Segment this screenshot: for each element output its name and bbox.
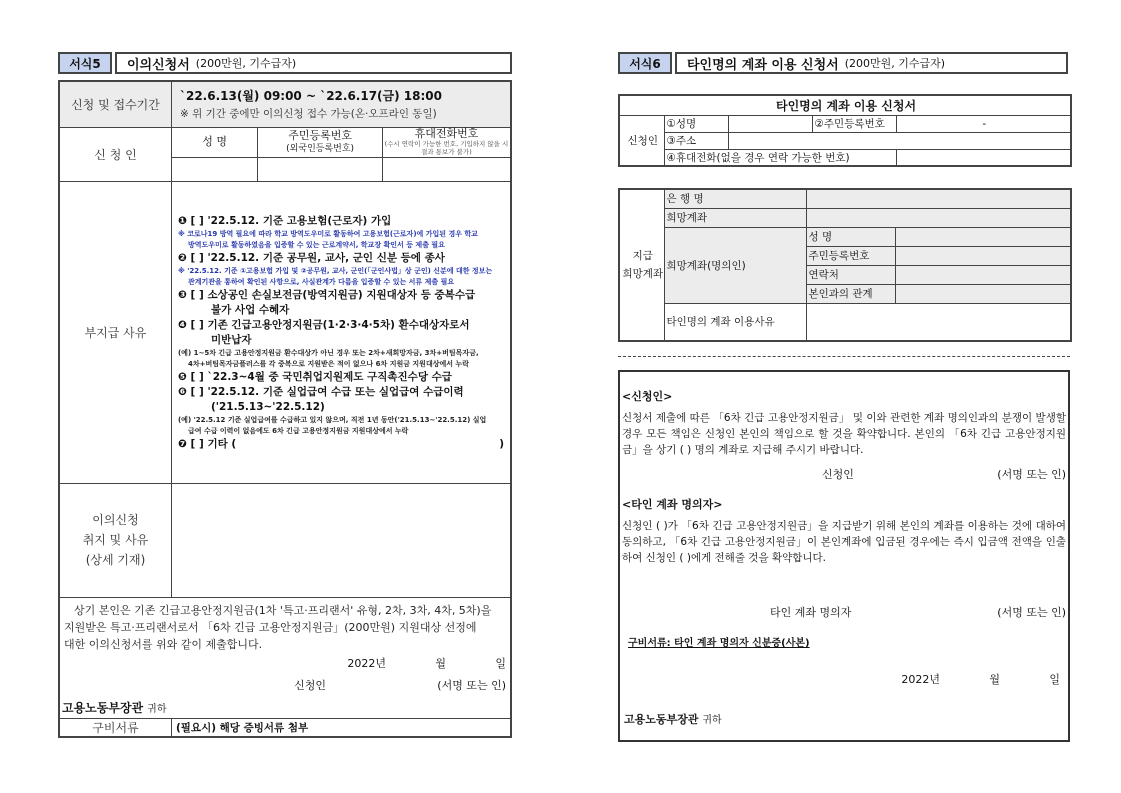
objection-label-1: 이의신청 [92, 513, 139, 527]
reason-text: 소상공인 손실보전금(방역지원금) 지원대상자 등 중복수급 [207, 288, 476, 301]
reason-text: `22.3~4월 중 국민취업지원제도 구직촉진수당 수급 [207, 370, 452, 383]
id-input[interactable]: - [896, 115, 1071, 132]
addressee-suffix: 귀하 [702, 715, 722, 726]
reasons-list [171, 181, 511, 483]
declaration-line-2: 지원받은 특고·프리랜서로서 「6차 긴급 고용안정지원금」(200만원) 지원대상 선정에 [64, 620, 477, 634]
date-year: 2022년 [901, 673, 940, 686]
num-7-icon: ❼ [177, 437, 187, 450]
signer-label: 신청인 [294, 678, 326, 692]
account-number-input[interactable] [806, 208, 1071, 227]
reason-text: '22.5.12. 기준 실업급여 수급 또는 실업급여 수급이력 [207, 385, 464, 398]
objection-label-2: 취지 및 사유 [82, 533, 149, 547]
phone-header [382, 127, 511, 157]
reason-item-4[interactable] [178, 318, 504, 348]
date-month: 월 [989, 673, 1000, 686]
account-label [619, 189, 664, 341]
id-header-sub: (외국인등록번호) [286, 143, 355, 154]
name-input[interactable] [171, 157, 257, 181]
form-title-box [115, 52, 512, 74]
address-input[interactable] [728, 132, 1071, 149]
bank-label: 은 행 명 [664, 189, 806, 208]
phone-header-title: 휴대전화번호 [414, 127, 479, 140]
holder-relation-label: 본인과의 관계 [806, 284, 895, 303]
note-text-cont: 관계기관을 통하여 확인된 사항으로, 사실관계가 다름을 입증할 수 있는 서류 제출 필요 [187, 277, 455, 286]
account-number-label: 희망계좌 [664, 208, 806, 227]
reason-item-6[interactable] [178, 385, 504, 415]
reason-item-5[interactable] [178, 370, 504, 385]
num-2-icon: ❷ [177, 251, 187, 264]
holder-name-label: 성 명 [806, 227, 895, 246]
period-cell [171, 81, 511, 127]
applicant-signature [622, 466, 1066, 482]
form-tag: 서식5 [58, 52, 112, 74]
reason-text-cont: 불가 사업 수혜자 [210, 303, 290, 316]
address-label: ③주소 [664, 132, 728, 149]
form-subtitle: (200만원, 기수급자) [195, 57, 297, 70]
reason-item-7[interactable] [178, 437, 504, 452]
period-value: `22.6.13(월) 09:00 ~ `22.6.17(금) 18:00 [179, 89, 442, 104]
reason-example-4 [178, 348, 504, 370]
cut-line [618, 356, 1070, 357]
date-month: 월 [435, 656, 446, 670]
name-header: 성 명 [171, 127, 257, 157]
declaration-line-1: 상기 본인은 기존 긴급고용안정지원금(1차 '특고·프리랜서' 유형, 2차, 3차, 4차, 5차)을 [74, 603, 492, 617]
reasons-label: 부지급 사유 [59, 181, 171, 483]
reason-text: 기타 ( [207, 437, 237, 450]
applicant-label: 신청인 [619, 115, 664, 166]
num-4-icon: ❹ [177, 318, 187, 331]
reason-text: '22.5.12. 기준 고용보험(근로자) 가입 [207, 214, 392, 227]
num-5-icon: ❺ [177, 370, 187, 383]
name-label: ①성명 [664, 115, 728, 132]
addressee-name: 고용노동부장관 [624, 713, 699, 726]
holder-id-label: 주민등록번호 [806, 246, 895, 265]
reason-text: 기존 긴급고용안정지원금(1·2·3·4·5차) 환수대상자로서 [207, 318, 470, 331]
applicant-heading: <신청인> [622, 390, 673, 403]
reason-text-cont: 미반납자 [210, 333, 252, 346]
attachments-note: 구비서류: 타인 계좌 명의자 신분증(사본) [628, 638, 810, 649]
id-header [258, 127, 383, 157]
checkbox-6[interactable]: [ ] [190, 385, 204, 398]
checkbox-2[interactable]: [ ] [190, 251, 204, 264]
example-text-cont: 4차+버팀목자금플러스를 각 중복으로 지원받은 적이 없으나 6차 지원금 지원대상에서 누락 [187, 359, 469, 368]
holder-signature [622, 604, 1066, 620]
phone-header-sub: (수시 연락이 가능한 번호, 기입하지 않을 시 결과 통보가 불가) [384, 140, 509, 156]
reason-text: '22.5.12. 기준 공무원, 교사, 군인 신분 등에 종사 [207, 251, 445, 264]
holder-name-input[interactable] [895, 227, 1071, 246]
objection-label [59, 483, 171, 597]
reason-item-1[interactable] [178, 214, 504, 229]
reason-note-2 [178, 266, 504, 288]
applicant-consent-text: 신청서 제출에 따른 「6차 긴급 고용안정지원금」 및 이와 관련한 계좌 명의인과의 분쟁이 발생할 경우 모든 책임은 신청인 본인의 책임으로 할 것을 확약합니다. 본인의 「6차 긴급 고용안정지원금」을 상기 ( ) 명의 계좌로 지급해 주시기 바랍니다. [622, 412, 1066, 456]
num-3-icon: ❸ [177, 288, 187, 301]
note-text: ※ '22.5.12. 기준 ①고용보험 가입 및 ②공무원, 교사, 군인(「군인사법」상 군인) 신분에 대한 정보는 [177, 266, 493, 275]
table-title: 타인명의 계좌 이용 신청서 [619, 95, 1071, 115]
note-text: ※ 코로나19 방역 필요에 따라 학교 방역도우미로 활동하여 고용보험(근로자)에 가입된 경우 학교 [177, 229, 478, 238]
checkbox-4[interactable]: [ ] [190, 318, 204, 331]
sign-note[interactable]: (서명 또는 인) [997, 468, 1066, 481]
account-label-1: 지급 [632, 250, 653, 262]
period-note: ※ 위 기간 중에만 이의신청 접수 가능(온·오프라인 동일) [179, 108, 437, 121]
holder-contact-label: 연락처 [806, 265, 895, 284]
phone-input[interactable] [382, 157, 511, 181]
reason-label: 타인명의 계좌 이용사유 [664, 303, 806, 341]
applicant-label: 신 청 인 [59, 127, 171, 181]
holder-consent-text: 신청인 ( )가 「6차 긴급 고용안정지원금」을 지급받기 위해 본인의 계좌를 이용하는 것에 대하여 동의하고, 「6차 긴급 고용안정지원금」이 본인계좌에 입금된 경우에는 즉시 입금액 전액을 인출하여 신청인 ( )에게 전해줄 것을 확약합니다. [622, 520, 1066, 564]
addressee [622, 709, 1066, 729]
example-text: (예) 1~5차 긴급 고용안정지원금 환수대상가 아닌 경우 또는 2차+새희망자금, 3차+버팀목자금, [177, 348, 479, 357]
example-text-cont: 급여 수급 이력이 없음에도 6차 긴급 고용안정지원금 지원대상에서 누락 [187, 426, 409, 435]
form-tag: 서식6 [618, 52, 672, 74]
form-subtitle: (200만원, 기수급자) [844, 57, 946, 70]
reason-note-1 [178, 229, 504, 251]
objection-label-3: (상세 기재) [85, 553, 146, 567]
date-day: 일 [1049, 673, 1060, 686]
name-input[interactable] [728, 115, 812, 132]
declaration-text [60, 598, 510, 653]
num-6-icon: ❻ [177, 385, 187, 398]
holder-contact-input[interactable] [895, 265, 1071, 284]
id-input[interactable] [258, 157, 383, 181]
form-title-box [675, 52, 1068, 74]
applicant-table [618, 94, 1072, 167]
id-label: ②주민등록번호 [812, 115, 896, 132]
addressee-name: 고용노동부장관 [62, 700, 144, 715]
example-text: (예) '22.5.12 기준 실업급여를 수급하고 있지 않으며, 직전 1년 동안('21.5.13~'22.5.12) 실업 [177, 415, 487, 424]
sign-note[interactable]: (서명 또는 인) [997, 606, 1066, 619]
declaration-cell [59, 597, 511, 718]
holder-heading: <타인 계좌 명의자> [622, 498, 723, 511]
signer-label: 타인 계좌 명의자 [770, 606, 852, 619]
account-label-2: 희망계좌 [622, 268, 664, 280]
form-title: 타인명의 계좌 이용 신청서 [687, 57, 839, 73]
checkbox-7[interactable]: [ ] [190, 437, 204, 450]
other-input[interactable] [236, 437, 499, 452]
note-text-cont: 방역도우미로 활동하였음을 입증할 수 있는 근로계약서, 학교장 확인서 등 제출 필요 [187, 240, 445, 249]
checkbox-5[interactable]: [ ] [190, 370, 204, 383]
objection-table [58, 80, 512, 738]
date-row [622, 669, 1066, 691]
form-header [618, 52, 1068, 74]
checkbox-3[interactable]: [ ] [190, 288, 204, 301]
attachments-label: 구비서류 [59, 718, 171, 737]
phone-label: ④휴대전화(없을 경우 연락 가능한 번호) [664, 149, 896, 166]
id-header-title: 주민등록번호 [288, 128, 352, 142]
account-table [618, 188, 1072, 342]
checkbox-1[interactable]: [ ] [190, 214, 204, 227]
reason-example-6 [178, 415, 504, 437]
holder-id-input[interactable] [895, 246, 1071, 265]
form-header [58, 52, 512, 74]
addressee-suffix: 귀하 [147, 703, 167, 715]
bank-input[interactable] [806, 189, 1071, 208]
reason-text-cont: ('21.5.13~'22.5.12) [210, 400, 325, 413]
date-day: 일 [495, 656, 506, 670]
holder-relation-input[interactable] [895, 284, 1071, 303]
attachments-value: (필요시) 해당 증빙서류 첨부 [171, 718, 511, 737]
holder-label: 희망계좌(명의인) [664, 227, 806, 303]
date-row [60, 653, 510, 675]
signer-label: 신청인 [822, 468, 854, 481]
consent-box [618, 370, 1070, 742]
objection-input[interactable] [171, 483, 511, 597]
declaration-line-3: 대한 이의신청서를 위와 같이 제출합니다. [64, 637, 263, 651]
form-title: 이의신청서 [127, 57, 190, 73]
date-year: 2022년 [347, 656, 386, 670]
period-label: 신청 및 접수기간 [59, 81, 171, 127]
addressee [60, 697, 510, 718]
sign-note[interactable]: (서명 또는 인) [437, 678, 506, 692]
reason-item-3[interactable] [178, 288, 504, 318]
reason-item-2[interactable] [178, 251, 504, 266]
reason-input[interactable] [806, 303, 1071, 341]
other-close: ) [499, 437, 504, 450]
phone-input[interactable] [896, 149, 1071, 166]
signature-row [60, 675, 510, 697]
num-1-icon: ❶ [177, 214, 187, 227]
